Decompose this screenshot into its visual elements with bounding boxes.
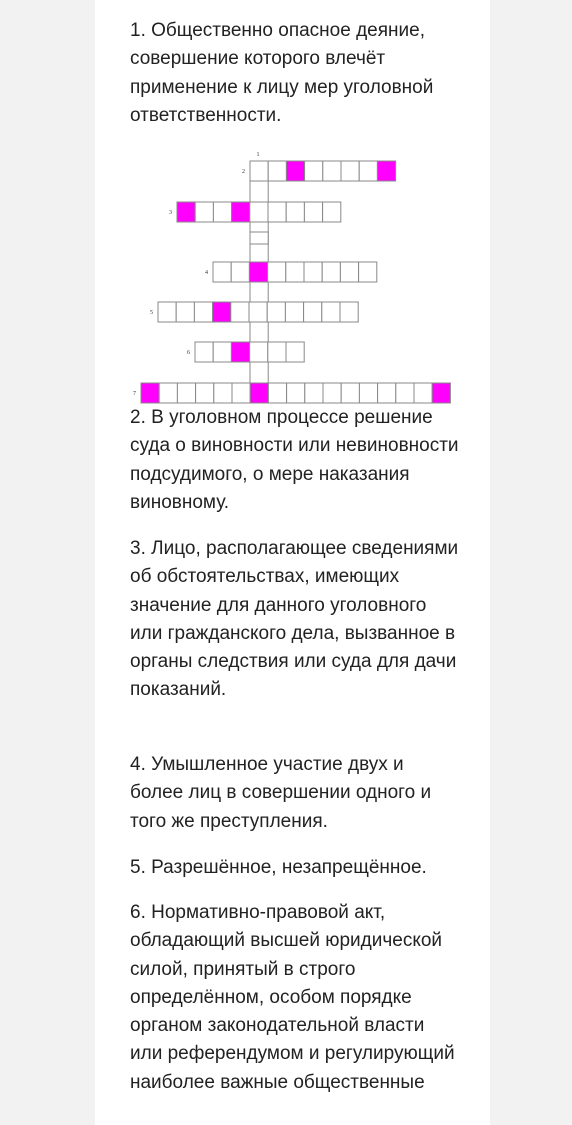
crossword-cell[interactable] [231, 262, 249, 282]
crossword-cell[interactable] [213, 342, 231, 362]
crossword-cell[interactable] [268, 342, 286, 362]
crossword-cell[interactable] [305, 383, 323, 403]
crossword-row-number: 7 [133, 391, 136, 397]
clue-5: 5. Разрешённое, незапрещённое. [130, 857, 427, 878]
clue-3: 3. Лицо, располагающее сведениями об обстоятельствах, имеющих значение для данного уголовного или гражданского дела, вызванное в органы следствия или суда для дачи показаний. [130, 538, 459, 701]
crossword-cell[interactable] [196, 383, 214, 403]
crossword-cell[interactable] [268, 383, 286, 403]
crossword-cell[interactable] [195, 202, 213, 222]
clue-2: 2. В уголовном процессе решение суда о виновности или невиновности подсудимого, о мере наказания виновному. [130, 407, 459, 513]
crossword-cell[interactable] [378, 383, 396, 403]
crossword-cell[interactable] [250, 342, 268, 362]
crossword-cell-highlighted[interactable] [377, 161, 395, 181]
crossword-row-number: 6 [187, 350, 190, 356]
crossword-cell[interactable] [322, 302, 340, 322]
crossword-cell[interactable] [194, 302, 212, 322]
crossword-cell[interactable] [340, 302, 358, 322]
crossword-cell[interactable] [214, 383, 232, 403]
crossword-cell[interactable] [285, 302, 303, 322]
crossword-cell[interactable] [286, 262, 304, 282]
crossword-cell[interactable] [286, 202, 304, 222]
crossword-cell-highlighted[interactable] [213, 302, 231, 322]
crossword-cell[interactable] [177, 383, 195, 403]
crossword-cell[interactable] [305, 161, 323, 181]
crossword-cell[interactable] [232, 383, 250, 403]
crossword-cell-highlighted[interactable] [141, 383, 159, 403]
crossword-cell-highlighted[interactable] [432, 383, 450, 403]
crossword-cell-highlighted[interactable] [232, 202, 250, 222]
crossword-cell[interactable] [340, 262, 358, 282]
crossword-cell[interactable] [304, 302, 322, 322]
crossword-row-number: 5 [150, 310, 153, 316]
crossword-cell[interactable] [304, 262, 322, 282]
crossword-cell-highlighted[interactable] [250, 383, 268, 403]
crossword-cell[interactable] [287, 383, 305, 403]
crossword-cell[interactable] [250, 161, 268, 181]
crossword-cell[interactable] [268, 161, 286, 181]
crossword-cell[interactable] [396, 383, 414, 403]
crossword-cell[interactable] [341, 161, 359, 181]
crossword-row-number: 4 [205, 270, 208, 276]
crossword-row-number: 3 [169, 210, 172, 216]
crossword-cell[interactable] [341, 383, 359, 403]
crossword-cell-highlighted[interactable] [231, 342, 249, 362]
crossword-cell-highlighted[interactable] [177, 202, 195, 222]
clue-4: 4. Умышленное участие двух и более лиц в совершении одного и того же преступления. [130, 754, 432, 832]
crossword-cell[interactable] [323, 202, 341, 222]
crossword-cell-highlighted[interactable] [286, 161, 304, 181]
crossword-cell[interactable] [158, 302, 176, 322]
crossword-cell[interactable] [195, 342, 213, 362]
crossword-cell[interactable] [268, 202, 286, 222]
crossword-cell[interactable] [231, 302, 249, 322]
crossword-cell[interactable] [250, 232, 268, 244]
crossword-cell[interactable] [159, 383, 177, 403]
crossword-column-number: 1 [256, 152, 260, 158]
crossword-cell[interactable] [414, 383, 432, 403]
crossword-row-number: 2 [242, 169, 245, 175]
clue-6: 6. Нормативно-правовой акт, обладающий высшей юридической силой, принятый в строго определённом, особом порядке органом законодательной власти или референдумом и регулирующий наиболее важные общественные [130, 902, 455, 1093]
crossword-cell[interactable] [213, 262, 231, 282]
crossword-cell[interactable] [359, 383, 377, 403]
crossword-cell[interactable] [250, 202, 268, 222]
crossword-cell[interactable] [323, 383, 341, 403]
crossword-cell[interactable] [359, 161, 377, 181]
crossword-cell[interactable] [359, 262, 377, 282]
crossword-cell[interactable] [322, 262, 340, 282]
crossword-cell[interactable] [176, 302, 194, 322]
crossword-cell-highlighted[interactable] [249, 262, 267, 282]
crossword-cell[interactable] [267, 302, 285, 322]
crossword-cell[interactable] [304, 202, 322, 222]
crossword-cell[interactable] [286, 342, 304, 362]
crossword-cell[interactable] [249, 302, 267, 322]
crossword-cell[interactable] [323, 161, 341, 181]
clue-1: 1. Общественно опасное деяние, совершение которого влечёт применение к лицу мер уголовной ответственности. [130, 20, 434, 126]
crossword-cell[interactable] [213, 202, 231, 222]
crossword-cell[interactable] [268, 262, 286, 282]
